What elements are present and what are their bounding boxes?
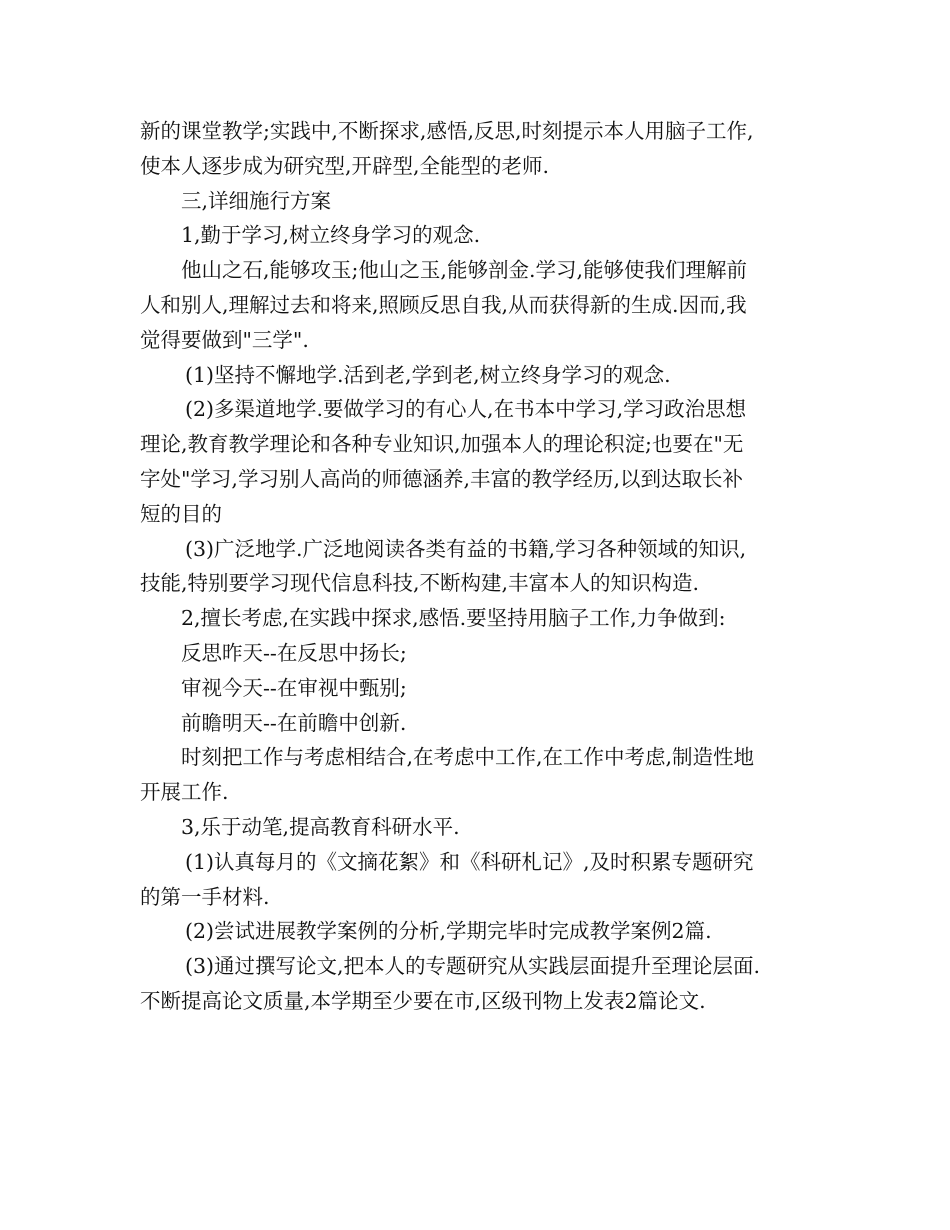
list-item: (2)多渠道地学.要做学习的有心人,在书本中学习,学习政治思想	[185, 397, 747, 422]
text-line: 前瞻明天--在前瞻中创新.	[181, 710, 407, 735]
text-line: 审视今天--在审视中甄别;	[181, 675, 407, 700]
list-item: (3)通过撰写论文,把本人的专题研究从实践层面提升至理论层面.	[185, 954, 761, 979]
text-line: 反思昨天--在反思中扬长;	[181, 640, 407, 665]
text-line: 开展工作.	[140, 780, 229, 805]
section-heading: 三,详细施行方案	[181, 188, 332, 213]
document-body	[140, 114, 820, 1019]
list-item: (3)广泛地学.广泛地阅读各类有益的书籍,学习各种领域的知识,	[185, 536, 747, 561]
text-line: 技能,特别要学习现代信息科技,不断构建,丰富本人的知识构造.	[140, 571, 700, 596]
text-line: 理论,教育教学理论和各种专业知识,加强本人的理论积淀;也要在"无	[140, 432, 744, 457]
text-line: 的第一手材料.	[140, 884, 270, 909]
text-line: 不断提高论文质量,本学期至少要在市,区级刊物上发表2篇论文.	[140, 988, 706, 1013]
subsection-heading: 1,勤于学习,树立终身学习的观念.	[181, 223, 481, 248]
text-line: 使本人逐步成为研究型,开辟型,全能型的老师.	[140, 153, 550, 178]
text-line: 新的课堂教学;实践中,不断探求,感悟,反思,时刻提示本人用脑子工作,	[140, 119, 754, 143]
text-line: 人和别人,理解过去和将来,照顾反思自我,从而获得新的生成.因而,我	[140, 292, 747, 317]
subsection-heading: 3,乐于动笔,提高教育科研水平.	[181, 814, 460, 839]
text-line: 他山之石,能够攻玉;他山之玉,能够剖金.学习,能够使我们理解前	[181, 258, 747, 283]
text-line: 时刻把工作与考虑相结合,在考虑中工作,在工作中考虑,制造性地	[181, 745, 755, 770]
text-line: 觉得要做到"三学".	[140, 327, 309, 352]
list-item: (1)认真每月的《文摘花絮》和《科研札记》,及时积累专题研究	[185, 849, 754, 874]
text-line: 短的目的	[140, 501, 222, 526]
list-item: (1)坚持不懈地学.活到老,学到老,树立终身学习的观念.	[185, 362, 671, 387]
list-item: (2)尝试进展教学案例的分析,学期完毕时完成教学案例2篇.	[185, 919, 712, 944]
subsection-heading: 2,擅长考虑,在实践中探求,感悟.要坚持用脑子工作,力争做到:	[181, 606, 726, 631]
text-line: 字处"学习,学习别人高尚的师德涵养,丰富的教学经历,以到达取长补	[140, 466, 743, 491]
